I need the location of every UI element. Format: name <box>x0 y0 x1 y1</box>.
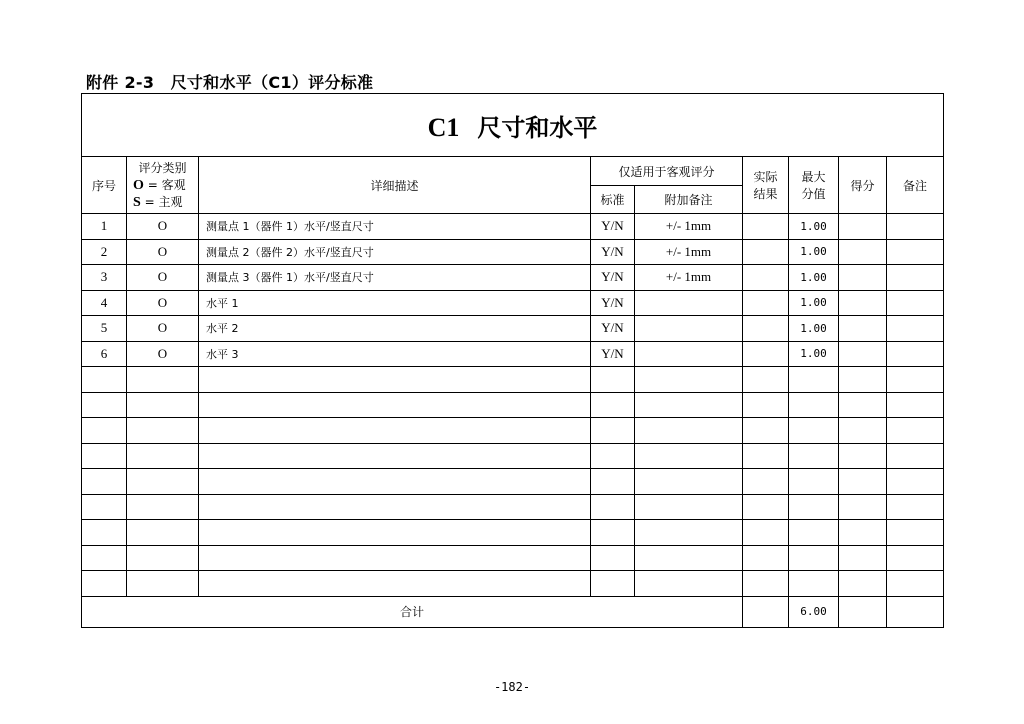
row-score <box>839 341 887 367</box>
row-type <box>127 418 199 444</box>
row-standard: Y/N <box>591 214 635 240</box>
row-description: 测量点 2（器件 2）水平/竖直尺寸 <box>199 239 591 265</box>
document-heading: 附件 2-3 尺寸和水平（C1）评分标准 <box>86 73 374 92</box>
header-seq: 序号 <box>82 157 127 214</box>
row-extra-note <box>635 418 743 444</box>
row-description <box>199 367 591 393</box>
row-description <box>199 494 591 520</box>
header-standard: 标准 <box>591 186 635 214</box>
row-max <box>789 469 839 495</box>
row-description: 水平 1 <box>199 290 591 316</box>
total-max: 6.00 <box>789 596 839 627</box>
row-type: O <box>127 341 199 367</box>
row-seq <box>82 494 127 520</box>
row-max: 1.00 <box>789 316 839 342</box>
header-category-title: 评分类别 <box>138 160 187 175</box>
row-extra-note <box>635 469 743 495</box>
row-max <box>789 571 839 597</box>
row-actual <box>743 418 789 444</box>
row-remark <box>887 520 944 546</box>
row-remark <box>887 469 944 495</box>
row-standard <box>591 367 635 393</box>
row-extra-note <box>635 520 743 546</box>
row-remark <box>887 341 944 367</box>
row-standard <box>591 545 635 571</box>
row-type: O <box>127 316 199 342</box>
total-actual-cell <box>743 596 789 627</box>
row-seq <box>82 443 127 469</box>
row-type: O <box>127 239 199 265</box>
row-score <box>839 265 887 291</box>
row-extra-note: +/- 1mm <box>635 214 743 240</box>
row-extra-note <box>635 443 743 469</box>
table-title-code: C1 <box>427 112 460 142</box>
table-row <box>82 571 944 597</box>
row-extra-note <box>635 341 743 367</box>
row-score <box>839 469 887 495</box>
row-type <box>127 545 199 571</box>
row-score <box>839 290 887 316</box>
header-actual <box>743 157 789 214</box>
header-max <box>789 157 839 214</box>
row-remark <box>887 494 944 520</box>
total-score-cell <box>839 596 887 627</box>
row-description <box>199 545 591 571</box>
row-extra-note <box>635 316 743 342</box>
row-max: 1.00 <box>789 290 839 316</box>
table-row <box>82 265 944 291</box>
row-remark <box>887 571 944 597</box>
row-remark <box>887 239 944 265</box>
table-row <box>82 367 944 393</box>
row-remark <box>887 214 944 240</box>
header-extra-note: 附加备注 <box>635 186 743 214</box>
row-max: 1.00 <box>789 214 839 240</box>
row-score <box>839 316 887 342</box>
table-row <box>82 545 944 571</box>
row-extra-note <box>635 367 743 393</box>
row-score <box>839 214 887 240</box>
table-title-name: 尺寸和水平 <box>477 113 598 142</box>
row-actual <box>743 469 789 495</box>
row-description <box>199 520 591 546</box>
row-type: O <box>127 265 199 291</box>
row-actual <box>743 239 789 265</box>
row-standard <box>591 418 635 444</box>
table-row <box>82 392 944 418</box>
row-actual <box>743 571 789 597</box>
row-description <box>199 443 591 469</box>
total-remark-cell <box>887 596 944 627</box>
row-standard <box>591 520 635 546</box>
row-description: 测量点 3（器件 1）水平/竖直尺寸 <box>199 265 591 291</box>
row-type <box>127 367 199 393</box>
row-actual <box>743 545 789 571</box>
row-remark <box>887 443 944 469</box>
row-score <box>839 520 887 546</box>
header-category-s-letter: S <box>133 194 141 210</box>
row-standard: Y/N <box>591 341 635 367</box>
row-max: 1.00 <box>789 341 839 367</box>
row-description <box>199 418 591 444</box>
row-extra-note <box>635 571 743 597</box>
row-max <box>789 443 839 469</box>
row-remark <box>887 265 944 291</box>
row-extra-note: +/- 1mm <box>635 239 743 265</box>
row-standard <box>591 392 635 418</box>
table-row <box>82 290 944 316</box>
row-score <box>839 392 887 418</box>
header-actual-line1: 实际 <box>753 170 778 184</box>
header-actual-line2: 结果 <box>753 187 778 201</box>
row-description: 水平 3 <box>199 341 591 367</box>
row-score <box>839 367 887 393</box>
row-actual <box>743 265 789 291</box>
row-type <box>127 494 199 520</box>
row-type <box>127 571 199 597</box>
row-seq: 6 <box>82 341 127 367</box>
row-standard <box>591 571 635 597</box>
row-actual <box>743 520 789 546</box>
page-number: -182- <box>493 680 531 694</box>
row-actual <box>743 443 789 469</box>
row-seq <box>82 392 127 418</box>
row-remark <box>887 418 944 444</box>
row-extra-note <box>635 494 743 520</box>
row-actual <box>743 341 789 367</box>
row-seq <box>82 545 127 571</box>
row-score <box>839 418 887 444</box>
header-category <box>127 157 199 214</box>
table-row <box>82 520 944 546</box>
row-seq <box>82 367 127 393</box>
row-type <box>127 469 199 495</box>
row-actual <box>743 290 789 316</box>
row-extra-note <box>635 545 743 571</box>
header-category-o-text: = 客观 <box>147 177 186 192</box>
row-extra-note <box>635 290 743 316</box>
row-max <box>789 520 839 546</box>
row-seq: 1 <box>82 214 127 240</box>
row-standard <box>591 469 635 495</box>
row-score <box>839 545 887 571</box>
row-actual <box>743 367 789 393</box>
row-type <box>127 443 199 469</box>
header-remark: 备注 <box>887 157 944 214</box>
header-category-o-letter: O <box>133 177 144 193</box>
row-remark <box>887 367 944 393</box>
header-description: 详细描述 <box>199 157 591 214</box>
row-max <box>789 418 839 444</box>
row-actual <box>743 316 789 342</box>
row-extra-note <box>635 392 743 418</box>
row-standard: Y/N <box>591 316 635 342</box>
header-objective-only: 仅适用于客观评分 <box>591 157 743 186</box>
row-remark <box>887 316 944 342</box>
table-row <box>82 443 944 469</box>
header-max-line1: 最大 <box>801 170 826 184</box>
row-score <box>839 494 887 520</box>
table-row <box>82 239 944 265</box>
row-seq <box>82 571 127 597</box>
table-row <box>82 316 944 342</box>
row-max <box>789 392 839 418</box>
row-type: O <box>127 214 199 240</box>
table-row <box>82 341 944 367</box>
row-max: 1.00 <box>789 265 839 291</box>
row-actual <box>743 494 789 520</box>
row-standard <box>591 443 635 469</box>
row-remark <box>887 290 944 316</box>
row-type: O <box>127 290 199 316</box>
header-category-s-text: = 主观 <box>144 194 183 209</box>
row-max: 1.00 <box>789 239 839 265</box>
row-remark <box>887 545 944 571</box>
row-description: 测量点 1（器件 1）水平/竖直尺寸 <box>199 214 591 240</box>
row-description <box>199 392 591 418</box>
table-row <box>82 494 944 520</box>
table-row <box>82 214 944 240</box>
row-remark <box>887 392 944 418</box>
row-description <box>199 571 591 597</box>
row-description: 水平 2 <box>199 316 591 342</box>
row-seq: 4 <box>82 290 127 316</box>
row-seq: 2 <box>82 239 127 265</box>
row-seq <box>82 418 127 444</box>
table-title <box>82 94 944 157</box>
table-row <box>82 469 944 495</box>
total-row <box>82 596 944 627</box>
row-description <box>199 469 591 495</box>
row-score <box>839 443 887 469</box>
scoring-table <box>81 93 944 628</box>
row-max <box>789 367 839 393</box>
row-score <box>839 571 887 597</box>
row-standard <box>591 494 635 520</box>
row-standard: Y/N <box>591 290 635 316</box>
table-row <box>82 418 944 444</box>
row-actual <box>743 214 789 240</box>
total-label: 合计 <box>82 596 743 627</box>
row-seq <box>82 520 127 546</box>
row-standard: Y/N <box>591 265 635 291</box>
header-max-line2: 分值 <box>801 187 826 201</box>
row-type <box>127 520 199 546</box>
row-seq <box>82 469 127 495</box>
row-actual <box>743 392 789 418</box>
row-seq: 5 <box>82 316 127 342</box>
row-extra-note: +/- 1mm <box>635 265 743 291</box>
row-max <box>789 545 839 571</box>
header-score: 得分 <box>839 157 887 214</box>
row-type <box>127 392 199 418</box>
row-standard: Y/N <box>591 239 635 265</box>
row-seq: 3 <box>82 265 127 291</box>
row-max <box>789 494 839 520</box>
row-score <box>839 239 887 265</box>
